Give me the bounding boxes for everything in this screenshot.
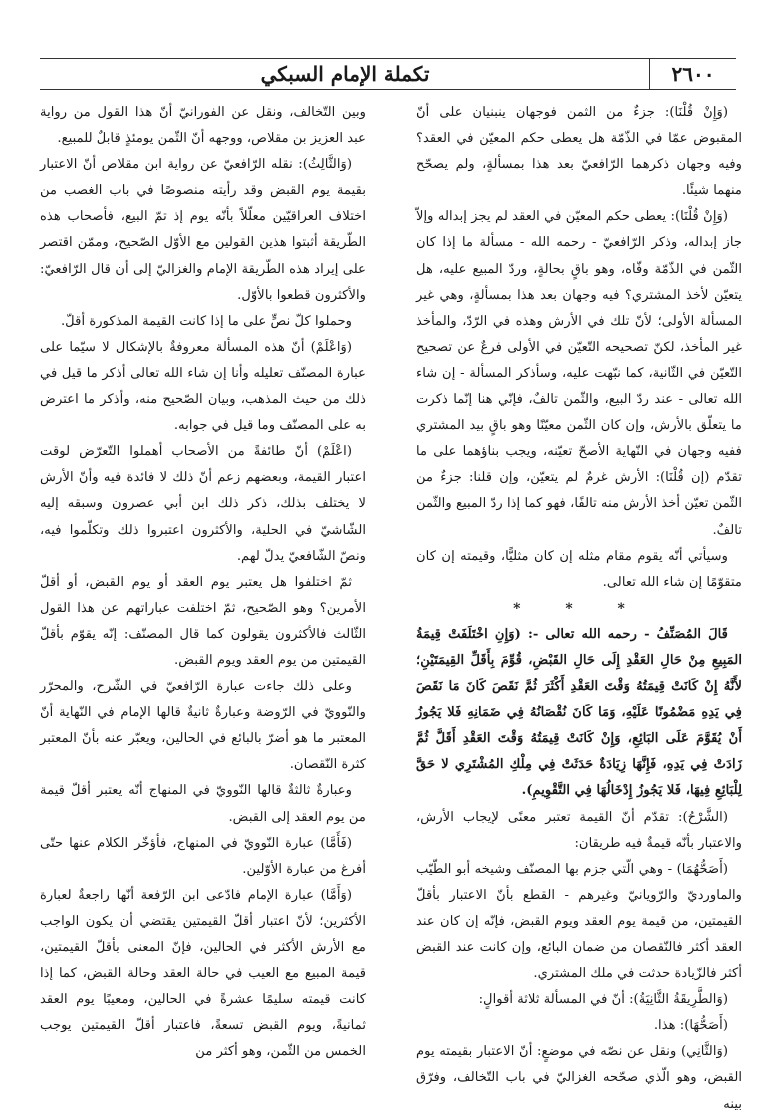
- right-column: [416, 100, 742, 1112]
- left-column: [40, 100, 366, 1090]
- page-number: ٢٦٠٠: [649, 59, 736, 89]
- paragraph: ثمّ اختلفوا هل يعتبر يوم العقد أو يوم القبض، أو أقلّ الأمرين؟ وهو الصّحيح، ثمّ اختلفت عباراتهم عن هذا القول الثّالث فالأكثرون يقولون كما قال المصنّف: إنّه يقوّم بأقلّ القيمتين من يوم العقد ويوم القبض.: [40, 574, 366, 668]
- paragraph: (وَالثَّانِي) ونقل عن نصّه في موضعٍ: أنّ الاعتبار بقيمته يوم القبض، وهو الّذي صحّحه الغزاليّ في باب التّخالف، وفرّق بينه: [416, 1044, 742, 1112]
- paragraph: (وَالطَّرِيقَةُ الثَّانِيَةُ): أنّ في المسألة ثلاثة أقوالٍ:: [478, 992, 728, 1008]
- paragraph: (اعْلَمْ) أنّ طائفةً من الأصحاب أهملوا التّعرّض لوقت اعتبار القيمة، وبعضهم زعم أنّ ذلك لا فائدة فيه وأنّ الأرش لا يختلف بذلك، ذكر ذلك ابن أبي عصرون وسبقه إليه الشّاشيّ في الحلية، والأكثرون اعتبروا ذلك وتكلّموا فيه، ونصّ الشّافعيّ يدلّ لهم.: [40, 444, 366, 564]
- book-title: تكملة الإمام السبكي: [260, 62, 430, 86]
- paragraph: (أَصَحُّهَا): هذا.: [653, 1018, 728, 1034]
- page-header: [40, 58, 736, 90]
- paragraph: (أَصَحُّهُمَا) - وهي الّتي جزم بها المصنّف وشيخه أبو الطّيّب والماورديّ والرّويانيّ وغيرهم - القطع بأنّ الاعتبار بأقلّ القيمتين، من قيمة يوم العقد ويوم القبض، فإنّه إن كان عند العقد أكثر فالنّقصان من ضمان البائع، وإن كانت عند القبض أكثر فالزّيادة حدثت في ملك المشتري.: [416, 861, 742, 982]
- paragraph: وعلى ذلك جاءت عبارة الرّافعيّ في الشّرح، والمحرّر والنّوويّ في الرّوضة وعبارةٌ ثانيةٌ قالها الإمام في النّهاية أنّ المعتبر ما هو أضرّ بالبائع في الحالين، ويعبّر عنه بأنّ المعتبر كثرة النّقصان.: [40, 679, 366, 773]
- paragraph: (وَأَمَّا) عبارة الإمام فادّعى ابن الرّفعة أنّها راجعةٌ لعبارة الأكثرين؛ لأنّ اعتبار أقلّ القيمتين يقتضي أن يكون الواجب مع الأرش الأكثر في الحالين، فإنّ المعنى بأقلّ القيمتين، قيمة المبيع مع العيب في حالة العقد وحالة القبض، كما إذا كانت قيمته سليمًا عشرةً في الحالين، ومعيبًا يوم العقد ثمانيةً، ويوم القبض تسعةً، فاعتبار أقلّ القيمتين يوجب الخمس من الثّمن، وهو أكثر من: [40, 887, 366, 1060]
- paragraph: وبين التّخالف، ونقل عن الفورانيّ أنّ هذا القول من رواية عبد العزيز بن مقلاص، ووجهه أنّ الثّمن يومئذٍ قابلٌ للمبيع.: [40, 105, 366, 147]
- paragraph: (وَاعْلَمْ) أنّ هذه المسألة معروفةٌ بالإشكال لا سيّما على عبارة المصنّف تعليله وأنا إن شاء الله تعالى أذكر ما قيل في ذلك من حيث المذهب، وبيان الصّحيح منه، وأذكر ما اعترض به على المصنّف وما قيل في جوابه.: [40, 339, 366, 434]
- paragraph: (وَإِنْ قُلْنَا): يعطى حكم المعيّن في العقد لم يجز إبداله وإلاّ جاز إبداله، وذكر الرّافعيّ - رحمه الله - مسألة ما إذا كان الثّمن في الذّمّة وفّاه، وهو باقٍ بحالةٍ، وردّ المبيع عليه، هل يتعيّن لأخذ المشتري؟ فيه وجهان بعد هذا بمسألةٍ، وهي غير المسألة الأولى؛ لأنّ تلك في الأرش وهذه في الرّدّ، والمأخذ غير المأخذ، لكنّ تصحيحه التّعيّن في الأولى فرعٌ عن تصحيح التّعيّن في الثّانية، كما نبّهت عليه، وسأذكر المسألة - إن شاء الله تعالى - عند ردّ البيع، والثّمن تالفٌ، فإنّي هنا إنّما ذكرت ما يتعلّق بالأرش، وإن كان الثّمن معيّنًا وهو باقٍ بيد المشتري ففيه وجهان في النّهاية الأصحّ تعيّنه، ويجب بناؤهما على ما تقدّم (إن قُلْنَا): الأرش غرمٌ لم يتعيّن، وإن قلنا: جزءٌ من الثّمن تعيّن أخذ الأرش منه تالفًا، فهو كما إذا ردّ المبيع والثّمن تالفٌ.: [416, 209, 742, 538]
- paragraph: (وَالثَّالِثُ): نقله الرّافعيّ عن رواية ابن مقلاص أنّ الاعتبار بقيمة يوم القبض وقد رأيته منصوصًا في باب الغصب من اختلاف العراقيّين معلّلاً بأنّه يوم إذ تمّ البيع، فأصحاب هذه الطّريقة أثبتوا هذين القولين مع الأوّل الصّحيح، وممّن اقتصر على إيراد هذه الطّريقة الإمام والغزاليّ إلى أن قال الرّافعيّ: والأكثرون قطعوا بالأوّل.: [40, 157, 366, 303]
- paragraph: (الشَّرْحُ): تقدّم أنّ القيمة تعتبر معنًى لإيجاب الأرش، والاعتبار بأنّه قيمةٌ فيه طريقان:: [416, 809, 742, 851]
- paragraph: وحملوا كلّ نصٍّ على ما إذا كانت القيمة المذكورة أقلّ.: [60, 313, 352, 329]
- paragraph: (وَإِنْ قُلْنَا): جزءٌ من الثمن فوجهان ينبنيان على أنّ المقبوض عمّا في الذّمّة هل يعطى حكم المعيّن في العقد؟ وفيه وجهان ذكرهما الرّافعيّ بعد هذا بمسألةٍ، ولم يصحّح منهما شيئًا.: [416, 105, 742, 199]
- section-separator: * * *: [513, 600, 645, 617]
- matn-paragraph: قَالَ المُصَنِّفُ - رحمه الله تعالى -: (وَإِنِ اخْتَلَفَتْ قِيمَةُ المَبِيعِ مِنْ حَالِ العَقْدِ إِلَى حَالِ القَبْضِ، قُوِّمَ بِأَقَلِّ القِيمَتَيْنِ؛ لأَنَّهُ إِنْ كَانَتْ قِيمَتُهُ وَقْتَ العَقْدِ أَكْثَرَ ثُمَّ نَقَصَ كَانَ مَا نَقَصَ فِي يَدِهِ مَضْمُونًا عَلَيْهِ، وَمَا كَانَ نُقْصَانُهُ فِي ضَمَانِهِ فَلا يَجُوزُ أَنْ يُقَوَّمَ عَلَى البَائِعِ، وَإِنْ كَانَتْ قِيمَتُهُ وَقْتَ العَقْدِ أَقَلَّ ثُمَّ زَادَتْ فِي يَدِهِ، فَإِنَّهَا زِيَادَةٌ حَدَثَتْ فِي مِلْكِ المُشْتَرِي لا حَقَّ لِلْبَائِعِ فِيهَا، فَلا يَجُوزُ إِدْخَالُهَا فِي التَّقْوِيمِ).: [416, 626, 742, 799]
- paragraph: وعبارةٌ ثالثةٌ قالها النّوويّ في المنهاج أنّه يعتبر أقلّ قيمة من يوم العقد إلى القبض.: [40, 783, 366, 825]
- paragraph: (فَأَمَّا) عبارة النّوويّ في المنهاج، فأؤخّر الكلام عنها حتّى أفرغ من عبارة الأوّلين.: [40, 835, 366, 877]
- paragraph: وسيأتي أنّه يقوم مقام مثله إن كان مثليًّا، وقيمته إن كان متقوّمًا إن شاء الله تعالى.: [416, 548, 742, 590]
